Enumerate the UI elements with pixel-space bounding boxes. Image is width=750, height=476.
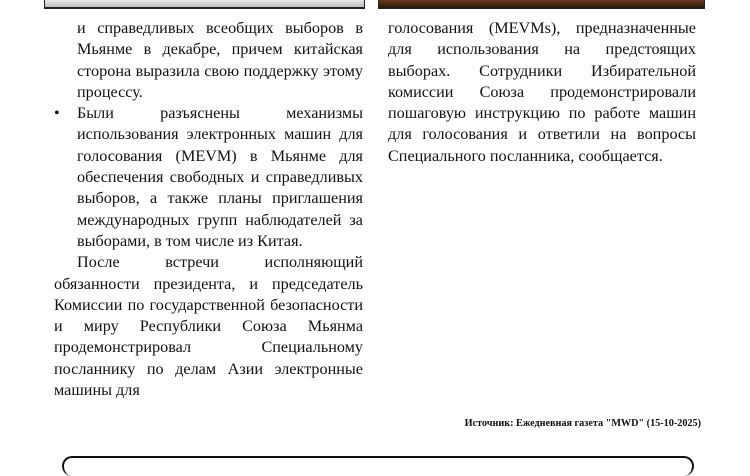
- bullet-list-item: [54, 103, 363, 252]
- bullet-marker: •: [54, 104, 60, 123]
- photo-right-edge: [378, 0, 705, 9]
- bottom-frame-border: [62, 456, 694, 476]
- article-left-column: [54, 18, 363, 401]
- source-note: Источник: Ежедневная газета "MWD" (15-10-2025): [464, 418, 701, 429]
- body-paragraph-continued: голосования (MEVMs), предназначенные для использования на предстоящих выборах. Сотрудники Избирательной комиссии Союза продемонстрировали пошаговую инструкцию по работе машин для голосования и ответили на вопросы Специального посланника, сообщается.: [388, 19, 696, 165]
- continued-paragraph: и справедливых всеобщих выборов в Мьянме в декабре, причем китайская сторона выразила свою поддержку этому процессу.: [77, 19, 363, 101]
- photo-left-edge: [44, 0, 365, 9]
- article-right-column: [388, 18, 696, 167]
- bullet-text: Были разъяснены механизмы использования электронных машин для голосования (MEVM) в Мьянме для обеспечения свободных и справедливых выборов, а также планы приглашения международных групп наблюдателей за выборами, в том числе из Китая.: [77, 104, 363, 250]
- body-paragraph: После встречи исполняющий обязанности президента, и председатель Комиссии по государственной безопасности и миру Республики Союза Мьянма продемонстрировал Специальному посланнику по делам Азии электронные машины для: [54, 253, 363, 400]
